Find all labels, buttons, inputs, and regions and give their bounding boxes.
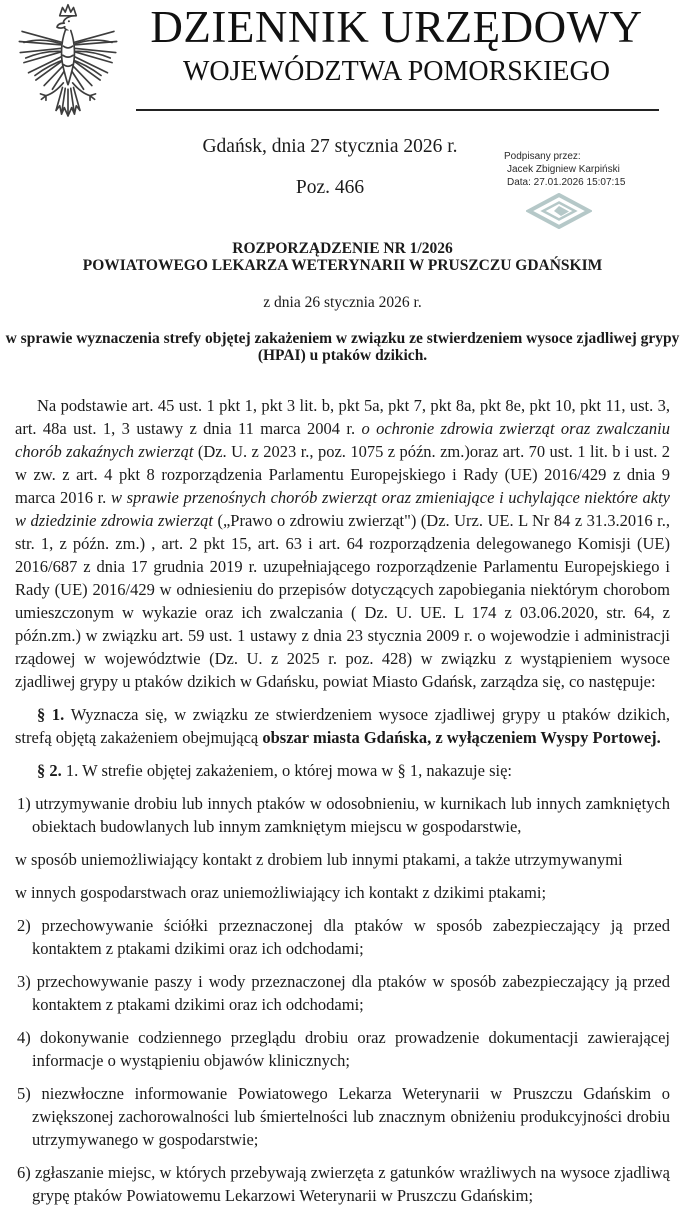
preamble-paragraph: Na podstawie art. 45 ust. 1 pkt 1, pkt 3 lit. b, pkt 5a, pkt 7, pkt 8a, pkt 8e, pkt 10, pkt 11, ust. 3, art. 48a ust. 1, 3 ustawy z dnia 11 marca 2004 r. o ochronie zdrowia zwierząt oraz zwalczaniu chorób zakaźnych zwierząt (Dz. U. z 2023 r., poz. 1075 z późn. zm.)oraz art. 70 ust. 1 lit. b i ust. 2 w zw. z art. 4 pkt 8 rozporządzenia Parlamentu Europejskiego i Rady (UE) 2016/429 z dnia 9 marca 2016 r. w sprawie przenośnych chorób zwierząt oraz zmieniające i uchylające niektóre akty w dziedzinie zdrowia zwierząt („Prawo o zdrowiu zwierząt") (Dz. Urz. UE. L Nr 84 z 31.3.2016 r., str. 1, z późn. zm.) , art. 2 pkt 15, art. 63 i art. 64 rozporządzenia delegowanego Komisji (UE) 2016/687 z dnia 17 grudnia 2019 r. uzupełniającego rozporządzenie Parlamentu Europejskiego i Rady (UE) 2016/429 w odniesieniu do przepisów dotyczących zapobiegania niektórym chorobom umieszczonym w wykazie oraz ich zwalczania ( Dz. U. UE. L 174 z 03.06.2020, str. 64, z późn.zm.) w związku art. 59 ust. 1 ustawy z dnia 23 stycznia 2009 r. o wojewodzie i administracji rządowej w województwie (Dz. U. z 2025 r. poz. 428) w związku z wystąpieniem wysoce zjadliwej grypy u ptaków dzikich w Gdańsku, powiat Miasto Gdańsk, zarządza się, co następuje: [15,396,670,691]
place-date-line: Gdańsk, dnia 27 stycznia 2026 r. [202,136,458,157]
masthead-titles [133,2,660,87]
signature-label: Podpisany przez: [504,151,581,162]
list-item-text: zgłaszanie miejsc, w których przebywają zwierzęta z gatunków wrażliwych na wysoce zjadliwą grypę ptaków Powiatowemu Lekarzowi Weterynarii w Pruszczu Gdańskim; [32,1163,671,1205]
act-header [0,240,685,364]
list-item-text: dokonywanie codziennego przeglądu drobiu oraz prowadzenie dokumentacji zawierającej informacje o wystąpieniu objawów klinicznych; [32,1028,670,1070]
list-item-4 [15,1026,670,1072]
list-item-text: niezwłoczne informowanie Powiatowego Lekarza Weterynarii w Pruszczu Gdańskim o zwiększonej zachorowalności lub śmiertelności lub znacznym obniżeniu produkcyjności drobiu utrzymywanego w gospodarstwie; [32,1084,671,1149]
list-item-6 [15,1161,670,1207]
meta-section [0,112,685,230]
journal-subtitle: WOJEWÓDZTWA POMORSKIEGO [183,56,610,87]
list-item-5 [15,1082,670,1151]
section-2-paragraph: § 2. 1. W strefie objętej zakażeniem, o której mowa w § 1, nakazuje się: [37,761,512,780]
list-item-text: utrzymywanie drobiu lub innych ptaków w odosobnieniu, w kurnikach lub innych zamkniętych obiektach budowlanych lub innym zamkniętym miejscu w gospodarstwie, [32,794,670,836]
list-item-number: 3) [17,972,31,991]
list-item-number: 4) [17,1028,31,1047]
signature-name: Jacek Zbigniew Karpiński [507,164,620,175]
list-item-text: przechowywanie paszy i wody przeznaczonej dla ptaków w sposób zabezpieczający ją przed kontaktem z ptakami dzikimi oraz ich odchodami; [32,972,670,1014]
act-date-line: z dnia 26 stycznia 2026 r. [263,294,422,311]
list-item-text: przechowywanie ściółki przeznaczonej dla ptaków w sposób zabezpieczający ją przed kontaktem z ptakami dzikimi oraz ich odchodami; [32,916,671,958]
signature-date: Data: 27.01.2026 15:07:15 [507,177,626,188]
act-subject-line: w sprawie wyznaczenia strefy objętej zakażeniem w związku ze stwierdzeniem wysoce zjadliwej grypy (HPAI) u ptaków dzikich. [5,330,680,364]
continuation-paragraph-1: w sposób uniemożliwiający kontakt z drobiem lub innymi ptakami, a także utrzymywanymi [15,850,623,869]
section-1-paragraph: § 1. Wyznacza się, w związku ze stwierdzeniem wysoce zjadliwej grypy u ptaków dzikich, strefą objętą zakażeniem obejmującą obszar miasta Gdańska, z wyłączeniem Wyspy Portowej. [15,705,670,747]
position-number: Poz. 466 [295,177,365,198]
continuation-paragraph-2: w innych gospodarstwach oraz uniemożliwiający ich kontakt z dzikimi ptakami; [15,883,547,902]
act-number-title: ROZPORZĄDZENIE NR 1/2026 [232,240,453,257]
list-item-number: 6) [17,1163,31,1182]
act-authority-title: POWIATOWEGO LEKARZA WETERYNARII W PRUSZCZU GDAŃSKIM [82,257,603,274]
journal-title: DZIENNIK URZĘDOWY [150,2,643,52]
list-item-number: 2) [17,916,31,935]
list-item-number: 1) [17,794,31,813]
list-item-1 [15,792,670,838]
list-item-2 [15,914,670,960]
list-item-3 [15,970,670,1016]
masthead-divider [136,109,659,111]
polish-eagle-emblem-icon [12,2,124,126]
signature-stamp-diamond-icon [526,193,592,229]
signature-block [504,150,674,229]
masthead [0,0,685,112]
act-body [0,394,685,1207]
list-item-number: 5) [17,1084,31,1103]
